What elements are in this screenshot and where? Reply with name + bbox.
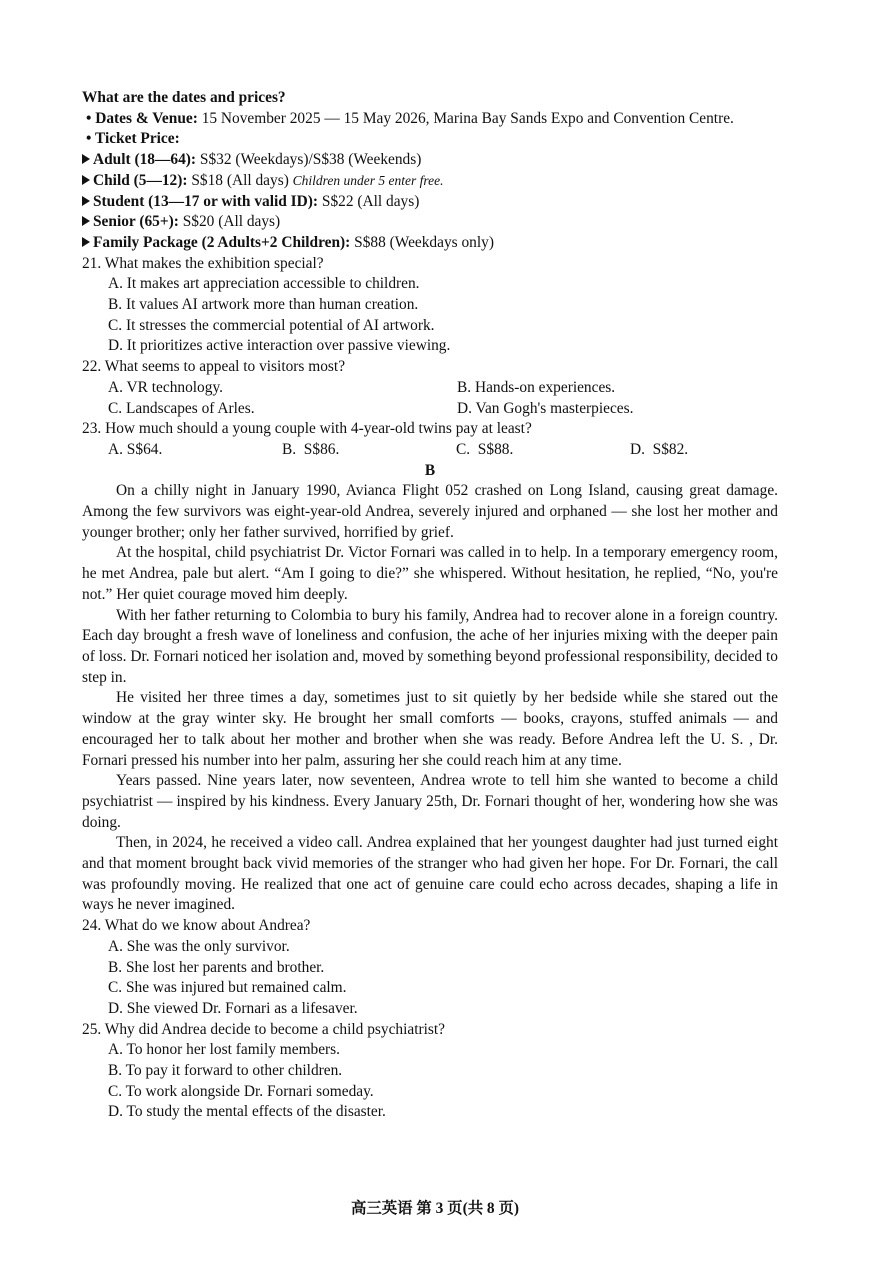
ticket-item xyxy=(82,150,778,171)
triangle-bullet-icon xyxy=(82,175,90,185)
option: A. She was the only survivor. xyxy=(108,937,290,955)
prices-heading: What are the dates and prices? xyxy=(82,89,286,106)
option: D. She viewed Dr. Fornari as a lifesaver. xyxy=(108,999,358,1017)
question-25-stem: 25. Why did Andrea decide to become a child psychiatrist? xyxy=(82,1020,445,1038)
ticket-label-text: Student (13—17 or with valid ID): xyxy=(93,192,319,210)
option: A. S$64. xyxy=(108,440,163,458)
ticket-item xyxy=(82,233,778,254)
option: C. To work alongside Dr. Fornari someday. xyxy=(108,1082,374,1100)
passage-paragraph: With her father returning to Colombia to bury his family, Andrea had to recover alone in a foreign country. Each day brought a fresh wave of loneliness and confusion, the ache of her injuries mixing with the deeper pain of loss. Dr. Fornari noticed her isolation and, moved by something beyond professional responsibility, decided to step in. xyxy=(82,606,778,686)
passage-paragraph: On a chilly night in January 1990, Avianca Flight 052 crashed on Long Island, causing great damage. Among the few survivors was eight-year-old Andrea, severely injured and orphaned — she lost her mother and younger brother; only her father survived, horrified by grief. xyxy=(82,482,778,541)
option: A. VR technology. xyxy=(108,378,223,396)
ticket-price-text: S$32 (Weekdays)/S$38 (Weekends) xyxy=(196,151,422,169)
passage-paragraph: Years passed. Nine years later, now seventeen, Andrea wrote to tell him she wanted to become a child psychiatrist — inspired by his kindness. Every January 25th, Dr. Fornari thought of her, wondering how she was doing. xyxy=(82,772,778,831)
option: C. Landscapes of Arles. xyxy=(108,399,255,417)
ticket-price-text: S$22 (All days) xyxy=(318,192,420,210)
option-row xyxy=(82,440,778,461)
option-row xyxy=(82,378,778,399)
option: B. She lost her parents and brother. xyxy=(108,958,325,976)
triangle-bullet-icon xyxy=(82,216,90,226)
triangle-bullet-icon xyxy=(82,154,90,164)
ticket-item xyxy=(82,192,778,213)
triangle-bullet-icon xyxy=(82,196,90,206)
question-22-stem: 22. What seems to appeal to visitors most? xyxy=(82,358,346,376)
option: D. It prioritizes active interaction over passive viewing. xyxy=(108,337,451,355)
question-23-stem: 23. How much should a young couple with 4-year-old twins pay at least? xyxy=(82,420,532,438)
option: C. She was injured but remained calm. xyxy=(108,979,347,997)
dates-label: • Dates & Venue: xyxy=(86,109,198,127)
ticket-price-text: S$88 (Weekdays only) xyxy=(350,233,494,251)
option: C. It stresses the commercial potential of AI artwork. xyxy=(108,316,435,334)
page-footer: 高三英语 第 3 页(共 8 页) xyxy=(350,1200,519,1217)
ticket-label-text: Adult (18—64): xyxy=(93,151,197,169)
option-row xyxy=(82,399,778,420)
ticket-note: Children under 5 enter free. xyxy=(292,172,444,188)
triangle-bullet-icon xyxy=(82,237,90,247)
ticket-item xyxy=(82,212,778,233)
ticket-label-text: Family Package (2 Adults+2 Children): xyxy=(93,233,351,251)
passage-paragraph: He visited her three times a day, sometimes just to sit quietly by her bedside while she stared out the window at the gray winter sky. He brought her small comforts — books, crayons, stuffed animals — and encouraged her to talk about her mother and brother when she was ready. Before Andrea left the U. S. , Dr. Fornari pressed his number into her palm, assuring her she could reach him at any time. xyxy=(82,689,778,769)
dates-venue xyxy=(82,109,778,130)
option: B. To pay it forward to other children. xyxy=(108,1062,343,1080)
ticket-label-text: Senior (65+): xyxy=(93,213,179,231)
section-letter: B xyxy=(424,461,436,479)
ticket-label-text: Child (5—12): xyxy=(93,171,188,189)
option: B. It values AI artwork more than human creation. xyxy=(108,296,419,314)
ticket-price-text: S$18 (All days) xyxy=(187,171,293,189)
option: B. S$86. xyxy=(282,440,340,458)
question-21-stem: 21. What makes the exhibition special? xyxy=(82,254,324,272)
option: C. S$88. xyxy=(456,440,514,458)
option: A. It makes art appreciation accessible to children. xyxy=(108,275,420,293)
option: A. To honor her lost family members. xyxy=(108,1041,341,1059)
option: D. Van Gogh's masterpieces. xyxy=(457,399,634,417)
dates-text: 15 November 2025 — 15 May 2026, Marina Bay Sands Expo and Convention Centre. xyxy=(197,109,734,127)
passage-paragraph: Then, in 2024, he received a video call. Andrea explained that her youngest daughter had just turned eight and that moment brought back vivid memories of the stranger who had given her hope. For Dr. Fornari, the call was profoundly moving. He realized that one act of genuine care could echo across decades, shaping a life in ways he never imagined. xyxy=(82,834,778,914)
ticket-item xyxy=(82,171,778,192)
option: B. Hands-on experiences. xyxy=(457,378,616,396)
ticket-label: • Ticket Price: xyxy=(86,130,180,148)
passage-paragraph: At the hospital, child psychiatrist Dr. Victor Fornari was called in to help. In a temporary emergency room, he met Andrea, pale but alert. “Am I going to die?” she whispered. Without hesitation, he replied, “No, you're not.” Her quiet courage moved him deeply. xyxy=(82,544,778,603)
question-24-stem: 24. What do we know about Andrea? xyxy=(82,917,311,935)
option: D. S$82. xyxy=(630,440,689,458)
ticket-price-text: S$20 (All days) xyxy=(178,213,281,231)
option: D. To study the mental effects of the disaster. xyxy=(108,1103,386,1121)
